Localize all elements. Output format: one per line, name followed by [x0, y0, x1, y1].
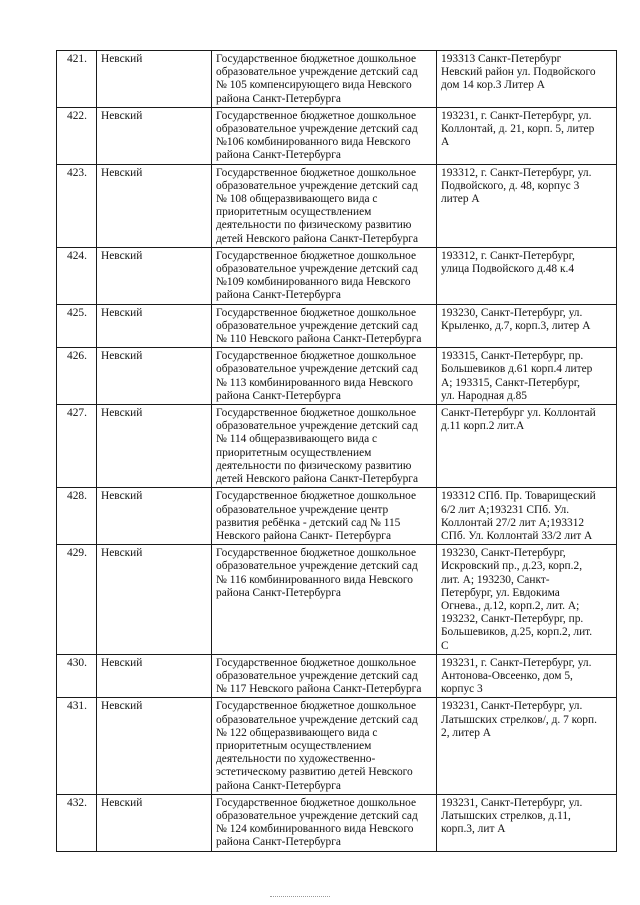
institution-name-line: Государственное бюджетное дошкольное	[216, 249, 417, 262]
address-line: Искровский пр., д.23, корп.2,	[441, 560, 583, 573]
institution-name-line: № 110 Невского района Санкт-Петербурга	[216, 333, 422, 346]
table-row	[57, 164, 617, 247]
address-line: литер А	[441, 193, 480, 206]
table-row	[57, 654, 617, 698]
district-cell: Невский	[97, 654, 212, 698]
table-row	[57, 545, 617, 655]
address-line: 193230, Санкт-Петербург,	[441, 547, 566, 560]
row-number: 427.	[57, 405, 97, 488]
address-cell	[437, 51, 617, 108]
address-line: улица Подвойского д.48 к.4	[441, 263, 575, 276]
institution-name-line: № 105 компенсирующего вида Невского	[216, 79, 412, 92]
row-number: 428.	[57, 488, 97, 545]
address-line: А; 193315, Санкт-Петербург,	[441, 376, 581, 389]
institution-name-line: Государственное бюджетное дошкольное	[216, 306, 417, 319]
institution-name-line: Невского района Санкт- Петербурга	[216, 529, 392, 542]
address-line: 193232, Санкт-Петербург, пр.	[441, 613, 584, 626]
institution-name-line: эстетическому развитию детей Невского	[216, 766, 413, 779]
institution-name-line: Государственное бюджетное дошкольное	[216, 490, 417, 503]
address-line: Невский район ул. Подвойского	[441, 66, 596, 79]
institution-name-line: образовательное учреждение детский сад	[216, 560, 418, 573]
institution-name-line: №109 комбинированного вида Невского	[216, 276, 411, 289]
row-number: 424.	[57, 247, 97, 304]
address-line: 193231, г. Санкт-Петербург, ул.	[441, 109, 592, 122]
address-line: корп.3, лит А	[441, 823, 506, 836]
institution-name-line: Государственное бюджетное дошкольное	[216, 700, 417, 713]
district-cell: Невский	[97, 348, 212, 405]
institution-name-line: района Санкт-Петербурга	[216, 92, 341, 105]
institution-name-cell	[212, 794, 437, 851]
address-line: 193231, Санкт-Петербург, ул.	[441, 796, 583, 809]
institution-name-line: детей Невского района Санкт-Петербурга	[216, 232, 418, 245]
institution-name-line: образовательное учреждение детский сад	[216, 66, 418, 79]
address-line: ул. Народная д.85	[441, 389, 527, 402]
scan-edge-mark	[270, 896, 330, 898]
address-line: лит. А; 193230, Санкт-	[441, 573, 550, 586]
institution-name-line: деятельности по физическому развитию	[216, 459, 412, 472]
address-line: д.11 корп.2 лит.А	[441, 420, 525, 433]
address-cell	[437, 164, 617, 247]
district-cell: Невский	[97, 304, 212, 348]
institution-name-line: приоритетным осуществлением	[216, 739, 372, 752]
district-cell: Невский	[97, 107, 212, 164]
institution-name-line: деятельности по художественно-	[216, 753, 376, 766]
address-cell	[437, 698, 617, 794]
institution-name-cell	[212, 304, 437, 348]
institution-name-cell	[212, 247, 437, 304]
district-cell: Невский	[97, 794, 212, 851]
institution-name-line: № 114 общеразвивающего вида с	[216, 433, 378, 446]
address-cell	[437, 545, 617, 655]
institution-name-line: образовательное учреждение детский сад	[216, 713, 418, 726]
address-line: 193231, Санкт-Петербург, ул.	[441, 700, 583, 713]
row-number: 431.	[57, 698, 97, 794]
institution-name-line: № 116 комбинированного вида Невского	[216, 573, 413, 586]
table-row	[57, 794, 617, 851]
institution-name-line: развития ребёнка - детский сад № 115	[216, 516, 401, 529]
institution-name-line: образовательное учреждение детский сад	[216, 319, 418, 332]
institution-name-line: деятельности по физическому развитию	[216, 219, 412, 232]
address-line: 193312, г. Санкт-Петербург,	[441, 249, 575, 262]
institution-name-line: Государственное бюджетное дошкольное	[216, 166, 417, 179]
district-cell: Невский	[97, 164, 212, 247]
institution-name-line: Государственное бюджетное дошкольное	[216, 350, 417, 363]
address-line: 193312, г. Санкт-Петербург, ул.	[441, 166, 592, 179]
address-line: Санкт-Петербург ул. Коллонтай	[441, 407, 596, 420]
table-row	[57, 405, 617, 488]
row-number: 430.	[57, 654, 97, 698]
table-row	[57, 51, 617, 108]
address-line: Большевиков, д.25, корп.2, лит.	[441, 626, 593, 639]
address-cell	[437, 107, 617, 164]
institution-name-line: образовательное учреждение детский сад	[216, 123, 418, 136]
address-cell	[437, 654, 617, 698]
institutions-table	[56, 50, 617, 852]
institution-name-line: № 122 общеразвивающего вида с	[216, 726, 378, 739]
district-cell: Невский	[97, 405, 212, 488]
institution-name-cell	[212, 405, 437, 488]
institution-name-cell	[212, 51, 437, 108]
institution-name-line: приоритетным осуществлением	[216, 446, 372, 459]
table-row	[57, 107, 617, 164]
row-number: 426.	[57, 348, 97, 405]
address-cell	[437, 348, 617, 405]
institution-name-cell	[212, 545, 437, 655]
address-line: Огнева., д.12, корп.2, лит. А;	[441, 599, 580, 612]
institution-name-line: образовательное учреждение детский сад	[216, 669, 418, 682]
district-cell: Невский	[97, 545, 212, 655]
address-line: Петербург, ул. Евдокима	[441, 586, 560, 599]
row-number: 429.	[57, 545, 97, 655]
district-cell: Невский	[97, 51, 212, 108]
institution-name-line: Государственное бюджетное дошкольное	[216, 109, 417, 122]
institution-name-cell	[212, 698, 437, 794]
address-cell	[437, 488, 617, 545]
institution-name-line: Государственное бюджетное дошкольное	[216, 656, 417, 669]
address-line: Крыленко, д.7, корп.3, литер А	[441, 319, 591, 332]
address-line: 2, литер А	[441, 726, 491, 739]
institution-name-line: района Санкт-Петербурга	[216, 149, 341, 162]
address-line: Латышских стрелков, д.11,	[441, 809, 571, 822]
institution-name-line: района Санкт-Петербурга	[216, 289, 341, 302]
institution-name-line: Государственное бюджетное дошкольное	[216, 547, 417, 560]
institution-name-cell	[212, 107, 437, 164]
address-line: Латышских стрелков/, д. 7 корп.	[441, 713, 597, 726]
address-cell	[437, 405, 617, 488]
address-line: 6/2 лит А;193231 СПб. Ул.	[441, 503, 570, 516]
district-cell: Невский	[97, 247, 212, 304]
institution-name-line: Государственное бюджетное дошкольное	[216, 407, 417, 420]
address-line: С	[441, 639, 449, 652]
institution-name-line: образовательное учреждение детский сад	[216, 809, 418, 822]
district-cell: Невский	[97, 488, 212, 545]
institution-name-line: образовательное учреждение детский сад	[216, 263, 418, 276]
address-line: дом 14 кор.3 Литер А	[441, 79, 545, 92]
institution-name-cell	[212, 348, 437, 405]
table-body	[57, 51, 617, 852]
institution-name-line: детей Невского района Санкт-Петербурга	[216, 473, 418, 486]
institution-name-line: № 124 комбинированного вида Невского	[216, 823, 414, 836]
district-cell: Невский	[97, 698, 212, 794]
address-line: 193315, Санкт-Петербург, пр.	[441, 350, 584, 363]
institution-name-line: образовательное учреждение детский сад	[216, 420, 418, 433]
institution-name-line: образовательное учреждение детский сад	[216, 179, 418, 192]
institution-name-line: № 117 Невского района Санкт-Петербурга	[216, 683, 422, 696]
address-cell	[437, 247, 617, 304]
institution-name-line: образовательное учреждение детский сад	[216, 363, 418, 376]
address-cell	[437, 794, 617, 851]
institution-name-line: №106 комбинированного вида Невского	[216, 136, 411, 149]
institution-name-line: Государственное бюджетное дошкольное	[216, 796, 417, 809]
table-row	[57, 348, 617, 405]
table-row	[57, 488, 617, 545]
address-line: Подвойского, д. 48, корпус 3	[441, 179, 580, 192]
address-line: Большевиков д.61 корп.4 литер	[441, 363, 593, 376]
institution-name-cell	[212, 488, 437, 545]
address-line: СПб. Ул. Коллонтай 33/2 лит А	[441, 529, 593, 542]
row-number: 432.	[57, 794, 97, 851]
address-line: 193313 Санкт-Петербург	[441, 53, 562, 65]
table-row	[57, 247, 617, 304]
institution-name-line: приоритетным осуществлением	[216, 206, 372, 219]
row-number: 421.	[57, 51, 97, 108]
table-row	[57, 698, 617, 794]
institution-name-cell	[212, 654, 437, 698]
row-number: 425.	[57, 304, 97, 348]
table-row	[57, 304, 617, 348]
institution-name-line: образовательное учреждение центр	[216, 503, 389, 516]
institution-name-cell	[212, 164, 437, 247]
institution-name-line: района Санкт-Петербурга	[216, 586, 341, 599]
institution-name-line: района Санкт-Петербурга	[216, 836, 341, 849]
address-line: Коллонтай 27/2 лит А;193312	[441, 516, 585, 529]
institution-name-line: № 113 комбинированного вида Невского	[216, 376, 413, 389]
institution-name-line: № 108 общеразвивающего вида с	[216, 193, 378, 206]
institution-name-line: района Санкт-Петербурга	[216, 779, 341, 792]
address-line: Антонова-Овсеенко, дом 5,	[441, 669, 573, 682]
row-number: 422.	[57, 107, 97, 164]
address-line: 193230, Санкт-Петербург, ул.	[441, 306, 583, 319]
address-line: корпус 3	[441, 683, 483, 696]
address-line: 193312 СПб. Пр. Товарищеский	[441, 490, 596, 503]
institution-name-line: Государственное бюджетное дошкольное	[216, 53, 417, 65]
institution-name-line: района Санкт-Петербурга	[216, 389, 341, 402]
address-line: Коллонтай, д. 21, корп. 5, литер	[441, 123, 595, 136]
address-line: 193231, г. Санкт-Петербург, ул.	[441, 656, 592, 669]
address-line: А	[441, 136, 450, 149]
row-number: 423.	[57, 164, 97, 247]
address-cell	[437, 304, 617, 348]
